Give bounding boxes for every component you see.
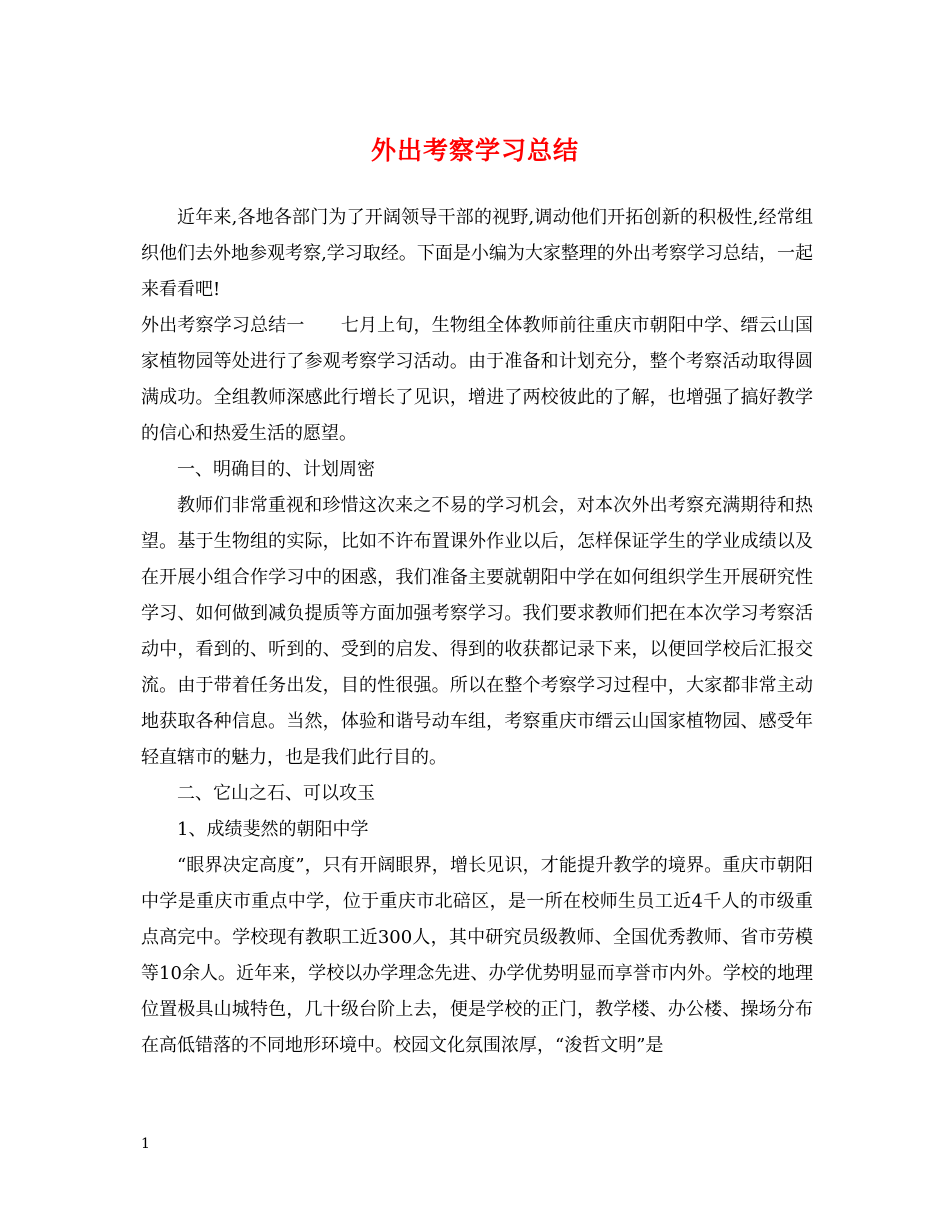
heading-section-two: 二、它山之石、可以攻玉	[177, 783, 375, 804]
document-title: 外出考察学习总结	[370, 136, 579, 165]
paragraph-intro: 近年来,各地各部门为了开阔领导干部的视野,调动他们开拓创新的积极性,经常组织他们去外地参观考察,学习取经。下面是小编为大家整理的外出考察学习总结，一起来看看吧!	[141, 207, 813, 300]
page-number: 1	[141, 1136, 150, 1152]
subheading-school: 1、成绩斐然的朝阳中学	[177, 819, 369, 840]
paragraph-summary-one: 外出考察学习总结一 七月上旬，生物组全体教师前往重庆市朝阳中学、缙云山国家植物园等处进行了参观考察学习活动。由于准备和计划充分，整个考察活动取得圆满成功。全组教师深感此行增长了见识，增进了两校彼此的了解，也增强了搞好教学的信心和热爱生活的愿望。	[141, 315, 813, 444]
paragraph-school: “眼界决定高度”，只有开阔眼界，增长见识，才能提升教学的境界。重庆市朝阳中学是重庆市重点中学，位于重庆市北碚区，是一所在校师生员工近4千人的市级重点高完中。学校现有教职工近300人，其中研究员级教师、全国优秀教师、省市劳模等10余人。近年来，学校以办学理念先进、办学优势明显而享誉市内外。学校的地理位置极具山城特色，几十级台阶上去，便是学校的正门，教学楼、办公楼、操场分布在高低错落的不同地形环境中。校园文化氛围浓厚，“浚哲文明”是	[141, 855, 813, 1056]
heading-section-one: 一、明确目的、计划周密	[177, 459, 375, 480]
paragraph-section-one: 教师们非常重视和珍惜这次来之不易的学习机会，对本次外出考察充满期待和热望。基于生物组的实际，比如不许布置课外作业以后，怎样保证学生的学业成绩以及在开展小组合作学习中的困惑，我们准备主要就朝阳中学在如何组织学生开展研究性学习、如何做到减负提质等方面加强考察学习。我们要求教师们把在本次学习考察活动中，看到的、听到的、受到的启发、得到的收获都记录下来，以便回学校后汇报交流。由于带着任务出发，目的性很强。所以在整个考察学习过程中，大家都非常主动地获取各种信息。当然，体验和谐号动车组，考察重庆市缙云山国家植物园、感受年轻直辖市的魅力，也是我们此行目的。	[141, 495, 813, 768]
document-body	[141, 200, 813, 1064]
